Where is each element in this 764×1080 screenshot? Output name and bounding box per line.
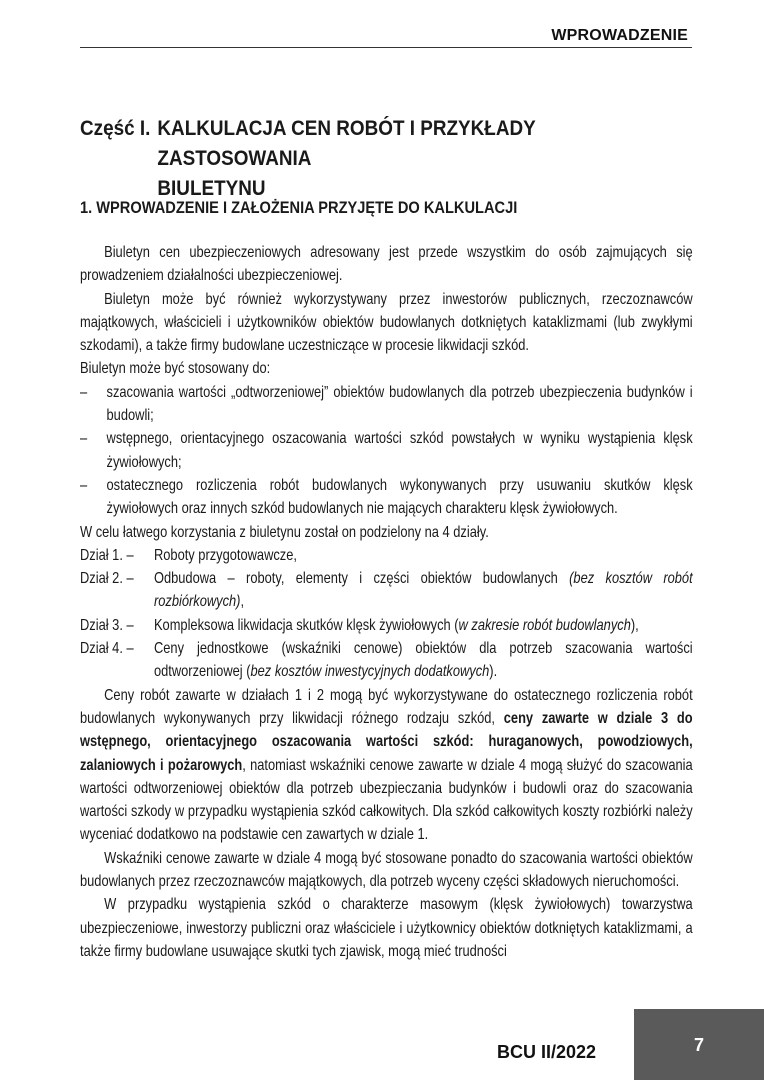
department-text: Roboty przygotowawcze, — [153, 546, 297, 564]
paragraph-5: Ceny robót zawarte w działach 1 i 2 mogą być wykorzystywane do ostatecznego rozliczenia robót budowlanych wykonywanych przy likwidacji różnego rodzaju szkód, ceny zawarte w dziale 3 do wstępnego, orientacyjnego oszacowania wartości szkód: huraganowych, powodziowych, zalaniowych i pożarowych, natomiast wskaźniki cenowe zawarte w dziale 4 mogą służyć do szacowania wartości odtworzeniowej obiektów dla potrzeb ubezpieczania budynków i budowli oraz do szacowania wartości szkody w przypadku wystąpienia szkód całkowitych. Dla szkód całkowitych koszty rozbiórki należy wyceniać dodatkowo na podstawie cen zawartych w dziale 1. — [80, 686, 693, 844]
header-rule — [80, 47, 692, 48]
list-item-text: szacowania wartości „odtworzeniowej” obiektów budowlanych dla potrzeb ubezpieczenia budynków i budowli; — [106, 383, 693, 425]
paragraph-7: W przypadku wystąpienia szkód o charakterze masowym (klęsk żywiołowych) towarzystwa ubezpieczeniowe, inwestorzy publiczni oraz właściciele i użytkownicy obiektów dotkniętych kataklizmami, a także firmy budowlane usuwające skutki tych zjawisk, mogą mieć trudności — [80, 896, 693, 960]
department-item — [80, 614, 693, 637]
paragraph-1: Biuletyn cen ubezpieczeniowych adresowany jest przede wszystkim do osób zajmujących się prowadzeniem działalności ubezpieczeniowej. — [80, 244, 693, 285]
department-item — [80, 637, 693, 684]
department-label: Dział 2. – — [80, 570, 134, 588]
page-number: 7 — [693, 1035, 704, 1055]
section-heading: 1. WPROWADZENIE I ZAŁOŻENIA PRZYJĘTE DO KALKULACJI — [80, 198, 518, 217]
department-text: Ceny jednostkowe (wskaźniki cenowe) obiektów dla potrzeb szacowania wartości odtworzeniowej (bez kosztów inwestycyjnych dodatkowych). — [153, 640, 693, 681]
list-item — [80, 474, 693, 521]
list-item — [80, 381, 693, 428]
department-label: Dział 4. – — [80, 640, 134, 658]
running-header: WPROWADZENIE — [551, 27, 688, 44]
list-item — [80, 427, 693, 474]
list-dash: – — [80, 476, 88, 494]
department-text: Odbudowa – roboty, elementy i części obiektów budowlanych (bez kosztów robót rozbiórkowych), — [153, 570, 693, 611]
department-text: Kompleksowa likwidacja skutków klęsk żywiołowych (w zakresie robót budowlanych), — [153, 616, 639, 634]
part-title-line-1: KALKULACJA CEN ROBÓT I PRZYKŁADY ZASTOSOWANIA — [157, 117, 536, 170]
footer-publication: BCU II/2022 — [497, 1042, 597, 1062]
department-label: Dział 3. – — [80, 616, 134, 634]
list-dash: – — [80, 383, 88, 401]
list-item-text: ostatecznego rozliczenia robót budowlanych wykonywanych przy usuwaniu skutków klęsk żywiołowych oraz innych szkód budowlanych nie mających charakteru klęsk żywiołowych. — [106, 476, 693, 518]
department-item — [80, 544, 693, 567]
paragraph-6: Wskaźniki cenowe zawarte w dziale 4 mogą być stosowane ponadto do szacowania wartości obiektów budowlanych przez rzeczoznawców majątkowych, dla potrzeb wyceny części składowych nieruchomości. — [80, 849, 693, 891]
part-title-line-2: BIULETYNU — [157, 177, 266, 200]
paragraph-4: W celu łatwego korzystania z biuletynu został on podzielony na 4 działy. — [80, 523, 489, 541]
department-item — [80, 567, 693, 614]
paragraph-3: Biuletyn może być stosowany do: — [80, 360, 271, 378]
part-number: Część I. — [80, 117, 151, 140]
paragraph-2: Biuletyn może być również wykorzystywany przez inwestorów publicznych, rzeczoznawców majątkowych, właścicieli i użytkowników obiektów budowlanych dotkniętych kataklizmami (lub zwykłymi szkodami), a także firmy budowlane uczestniczące w procesie likwidacji szkód. — [80, 290, 693, 355]
list-dash: – — [80, 430, 88, 448]
list-item-text: wstępnego, orientacyjnego oszacowania wartości szkód powstałych w wyniku wystąpienia klęsk żywiołowych; — [106, 430, 693, 471]
part-heading — [80, 114, 638, 204]
body-text — [80, 241, 693, 963]
department-label: Dział 1. – — [80, 546, 134, 564]
